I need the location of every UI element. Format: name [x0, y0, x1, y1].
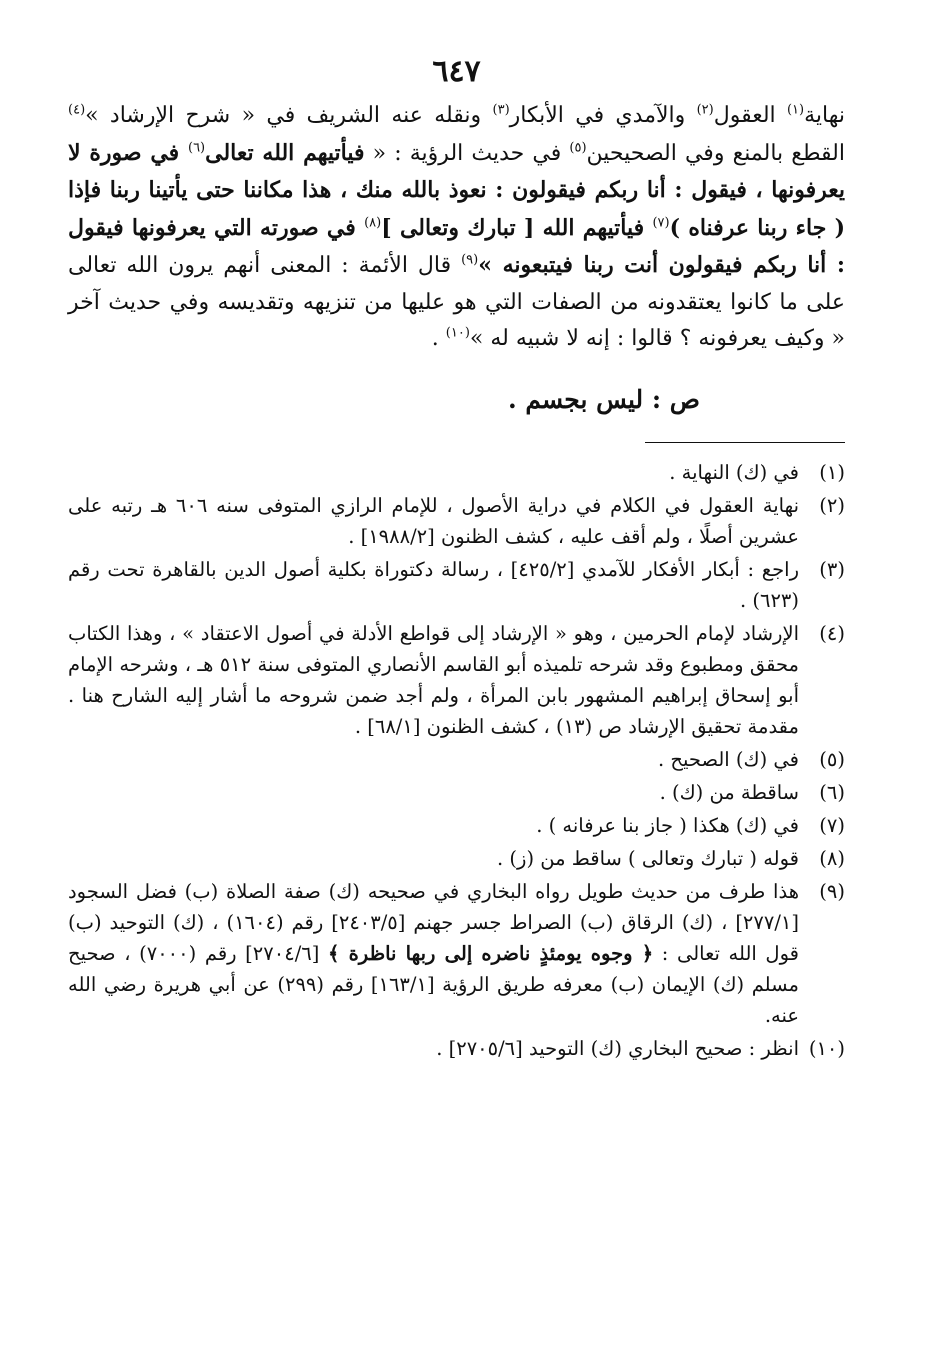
footnote-ref: (١٠) — [445, 325, 470, 341]
footnote — [68, 618, 845, 742]
footnote — [68, 1033, 845, 1064]
book-page — [68, 52, 845, 1066]
footnote — [68, 554, 845, 616]
footnote-text: في (ك) الصحيح . — [658, 747, 799, 771]
footnote-text: ساقطة من (ك) . — [659, 780, 799, 804]
footnote-text-part: هذا طرف من حديث طويل رواه البخاري في صحيحه (ك) صفة الصلاة (ب) فضل السجود [٢٧٧/١] ، (ك) الرقاق (ب) الصراط جسر جهنم [٢٤٠٣/٥] رقم (١٦٠٤) ، (ك) التوحيد (ب) قول الله تعالى : — [68, 879, 799, 965]
footnotes — [68, 457, 845, 1064]
text-segment: العقول — [713, 103, 787, 128]
footnote-ref: (٦) — [187, 140, 206, 156]
footnote-text: الإرشاد لإمام الحرمين ، وهو « الإرشاد إلى قواطع الأدلة في أصول الاعتقاد » ، وهذا الكتاب محقق ومطبوع وقد شرحه تلميذه أبو القاسم الأنصاري المتوفى سنة ٥١٢ هـ ، وشرحه الإمام أبو إسحاق إبراهيم المشهور بابن المرأة ، ولم أجد ضمن شروحه ما أشار إليه الشارح هنا . مقدمة تحقيق الإرشاد ص (١٣) ، كشف الظنون [٦٨/١] . — [68, 621, 799, 738]
footnote-number: (٥) — [819, 747, 845, 771]
footnote-number: (١٠) — [808, 1036, 845, 1060]
quran-verse: ﴿ وجوه يومئذٍ ناضره إلى ربها ناظرة ﴾ — [327, 941, 654, 965]
footnote — [68, 490, 845, 552]
footnote-number: (٧) — [819, 813, 845, 837]
footnote-number: (٨) — [819, 846, 845, 870]
footnote-number: (٤) — [819, 621, 845, 645]
footnote-ref: (٤) — [68, 102, 86, 118]
footnote — [68, 876, 845, 1031]
footnote-number: (٣) — [819, 557, 845, 581]
text-segment: في حديث الرؤية : « — [364, 140, 570, 166]
footnote-number: (١) — [819, 460, 845, 484]
footnote-ref: (٥) — [569, 140, 587, 156]
footnote-ref: (٢) — [696, 102, 714, 118]
footnote — [68, 810, 845, 841]
footnote-text: قوله ( تبارك وتعالى ) ساقط من (ز) . — [497, 846, 799, 870]
footnote-ref: (٧) — [652, 215, 670, 231]
text-segment: قال الأئمة : المعنى أنهم يرون الله تعالى على ما كانوا يعتقدونه من الصفات التي هو عليها من تنزيهه وتقديسه وفي حديث آخر « وكيف يعرفونه ؟ قالوا : إنه لا شبيه له » — [68, 253, 845, 351]
footnote-ref: (١) — [786, 102, 805, 118]
footnote-number: (٩) — [819, 879, 845, 903]
footnote-text — [68, 876, 799, 1031]
hadith-text: فيأتيهم الله [ تبارك وتعالى ] — [381, 214, 653, 241]
footnote — [68, 457, 845, 488]
footnote-ref: (٣) — [492, 102, 510, 118]
footnote — [68, 777, 845, 808]
hadith-text: فيأتيهم الله تعالى — [205, 139, 365, 166]
page-number: ٦٤٧ — [432, 54, 481, 89]
hadith-text: في صورة لا يعرفونها ، فيقول : أنا ربكم فيقولون : نعوذ بالله منك ، هذا مكاننا حتى يأتينا ربنا فإذا ( جاء ربنا عرفناه ) — [68, 139, 846, 241]
footnote-number: (٢) — [819, 493, 845, 517]
section-heading: ص : ليس بجسم . — [507, 384, 700, 414]
footnote-text: راجع : أبكار الأفكار للآمدي [٤٢٥/٢] ، رسالة دكتوراة بكلية أصول الدين بالقاهرة تحت رقم (٦٢٣) . — [68, 557, 799, 612]
footnote-text: نهاية العقول في الكلام في دراية الأصول ، للإمام الرازي المتوفى سنه ٦٠٦ هـ رتبه على عشرين أصلًا ، ولم أقف عليه ، كشف الظنون [١٩٨٨/٢] . — [68, 493, 799, 548]
footnote — [68, 744, 845, 775]
footnote — [68, 843, 845, 874]
footnote-text: في (ك) النهاية . — [669, 460, 799, 484]
text-segment: القطع بالمنع وفي الصحيحين — [586, 140, 845, 166]
text-segment: . — [431, 326, 446, 351]
text-segment: ونقله عنه الشريف في « شرح الإرشاد » — [85, 103, 493, 128]
footnote-ref: (٩) — [461, 252, 479, 268]
footnote-text: انظر : صحيح البخاري (ك) التوحيد [٢٧٠٥/٦] . — [436, 1036, 799, 1060]
footnote-text-part: [٢٧٠٤/٦] رقم (٧٠٠٠) ، صحيح مسلم (ك) الإيمان (ب) معرفه طريق الرؤية [١٦٣/١] رقم (٢٩٩) عن أبي هريرة رضي الله عنه. — [68, 941, 799, 1027]
footnote-number: (٦) — [819, 780, 845, 804]
text-segment: والآمدي في الأبكار — [509, 103, 697, 128]
text-segment: نهاية — [804, 103, 845, 128]
footnote-ref: (٨) — [364, 215, 382, 231]
footnote-divider — [645, 442, 845, 443]
main-text — [68, 98, 845, 358]
footnote-text: في (ك) هكذا ( جاز بنا عرفانه ) . — [536, 813, 799, 837]
hadith-text: في صورته التي يعرفونها فيقول : أنا ربكم فيقولون أنت ربنا فيتبعونه » — [68, 214, 846, 278]
